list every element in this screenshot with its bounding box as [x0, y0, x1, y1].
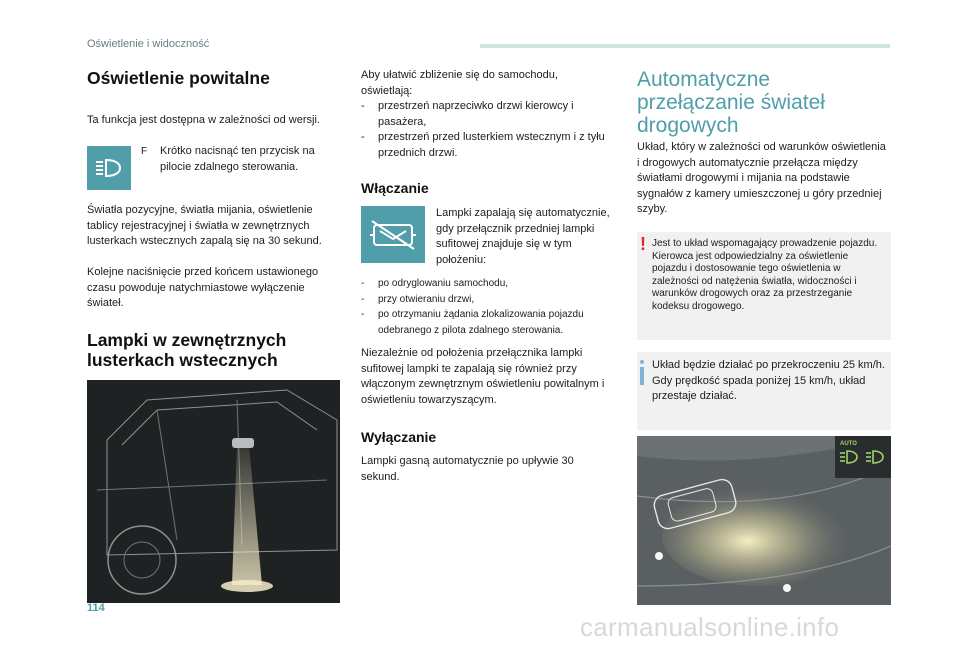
headlight-icon [87, 146, 131, 190]
auto-high-beam-icon [839, 449, 859, 465]
running-header: Oświetlenie i widoczność [87, 38, 210, 50]
welcome-step: Krótko nacisnąć ten przycisk na pilocie zdalnego sterowania. [160, 145, 315, 173]
switch-on-list [361, 276, 621, 338]
welcome-para2: Kolejne naciśnięcie przed końcem ustawionego czasu powoduje natychmiastowe wyłączenie świateł. [87, 266, 319, 309]
info-line2: Gdy prędkość spada poniżej 15 km/h, układ przestaje działać. [652, 374, 866, 402]
list-item: - po odryglowaniu samochodu, [361, 276, 621, 292]
approach-intro: Aby ułatwić zbliżenie się do samochodu, oświetlają: [361, 69, 558, 97]
switch-on-text: Lampki zapalają się automatycznie, gdy przełącznik przedniej lampki sufitowej znajduje się w tym położeniu: [436, 207, 610, 266]
auto-beam-title-1: Automatyczne [637, 68, 771, 91]
switch-off-title: Wyłączanie [361, 429, 437, 445]
step-marker: F [141, 146, 148, 157]
warning-icon: ! [640, 234, 646, 254]
welcome-para1: Światła pozycyjne, światła mijania, oświetlenie tablicy rejestracyjnej i światła w zewnętrznych lusterkach wstecznych zapalą się na 30 sekund. [87, 204, 322, 247]
header-rule [480, 44, 890, 48]
switch-off-text: Lampki gasną automatycznie po upływie 30 sekund. [361, 455, 574, 483]
auto-label: AUTO [840, 441, 857, 447]
car-mirror-lamp-illustration [87, 380, 340, 603]
auto-beam-road-illustration [637, 436, 891, 605]
auto-beam-title-3: drogowych [637, 114, 739, 137]
list-item: - przy otwieraniu drzwi, [361, 292, 621, 308]
info-line1: Układ będzie działać po przekroczeniu 25 km/h. [652, 359, 885, 371]
warning-line1: Jest to układ wspomagający prowadzenie pojazdu. [652, 238, 878, 249]
list-item: - po otrzymaniu żądania zlokalizowania pojazdu odebranego z pilota zdalnego sterowania. [361, 307, 621, 338]
courtesy-lamp-switch-icon [361, 206, 425, 263]
mirror-lamps-title-1: Lampki w zewnętrznych [87, 330, 287, 350]
list-item: - przestrzeń naprzeciwko drzwi kierowcy i pasażera, [361, 99, 619, 130]
info-note [637, 352, 891, 430]
info-icon [640, 360, 644, 386]
auto-beam-para: Układ, który w zależności od warunków oświetlenia i drogowych automatycznie przełącza między światłami drogowymi i mijania na podstawie sygnałów z kamery umieszczonej u góry przedniej szyby. [637, 141, 886, 215]
list-item: - przestrzeń przed lusterkiem wstecznym i z tyłu przednich drzwi. [361, 130, 619, 161]
auto-beam-title-2: przełączanie świateł [637, 91, 825, 114]
mirror-lamps-title-2: lusterkach wstecznych [87, 350, 278, 370]
warning-note [637, 232, 891, 340]
high-beam-icon [865, 449, 885, 465]
warning-line2: Kierowca jest odpowiedzialny za oświetlenie pojazdu i dostosowanie tego oświetlenia w zależności od natężenia światła, widoczności i warunków drogowych oraz za przestrzeganie kodeksu drogowego. [652, 250, 857, 312]
approach-list [361, 99, 619, 161]
page-number: 114 [87, 602, 105, 614]
watermark: carmanualsonline.info [580, 612, 840, 642]
welcome-lighting-title: Oświetlenie powitalne [87, 68, 270, 88]
switch-on-title: Włączanie [361, 180, 429, 196]
dashboard-indicator-panel [835, 436, 891, 478]
switch-on-para: Niezależnie od położenia przełącznika lampki sufitowej lampki te zapalają się również przy włączonym zewnętrznym oświetleniu powitalnym i oświetleniu towarzyszącym. [361, 347, 605, 406]
welcome-intro: Ta funkcja jest dostępna w zależności od wersji. [87, 114, 320, 126]
